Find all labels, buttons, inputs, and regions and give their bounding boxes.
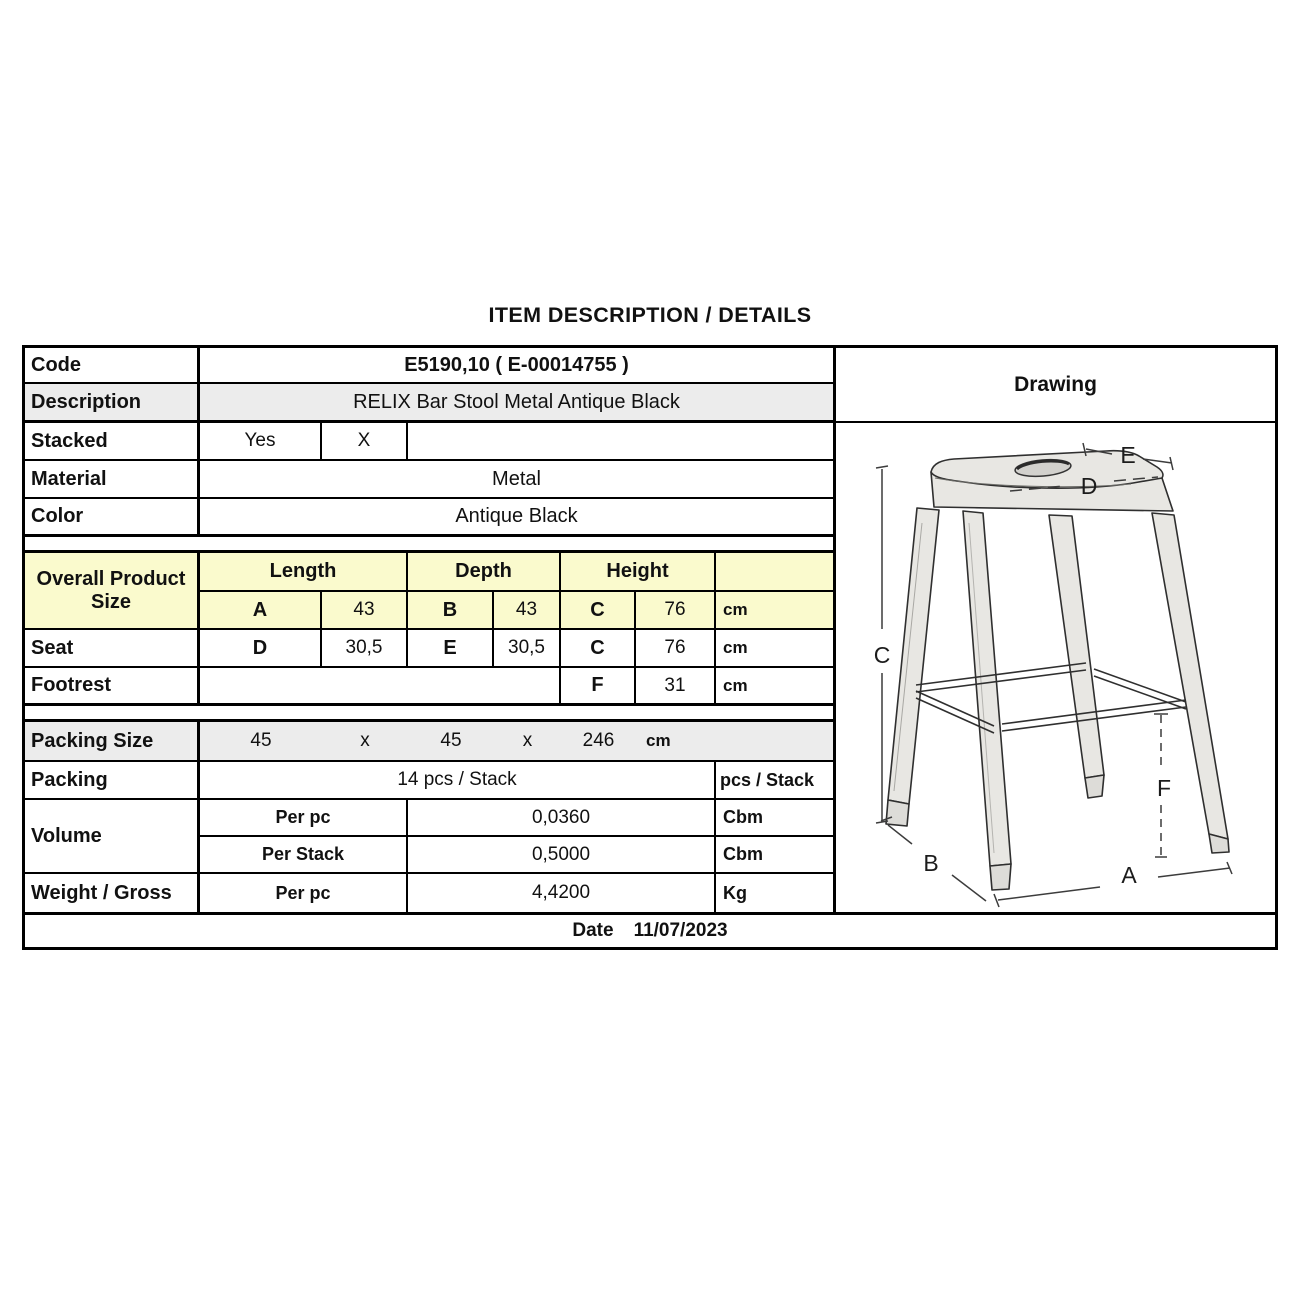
dim-c-key: C [561, 592, 636, 630]
stool-foot [990, 864, 1011, 890]
packing-size-unit: cm [646, 731, 671, 750]
stacked-mark: X [322, 423, 408, 461]
volume-per-pc-label: Per pc [200, 800, 408, 837]
volume-per-stack-label: Per Stack [200, 837, 408, 874]
stool-sketch [836, 423, 1275, 910]
packing-size-depth: 45 [440, 730, 462, 751]
packing-size-x1: x [360, 730, 370, 751]
overall-unit: cm [716, 592, 833, 630]
footrest-unit: cm [716, 668, 833, 706]
packing-value: 14 pcs / Stack [200, 762, 716, 800]
stool-footrest-braces [916, 663, 1186, 733]
volume-per-pc-value: 0,0360 [408, 800, 716, 837]
seat-e-value: 30,5 [494, 630, 561, 668]
footrest-empty-cell [200, 668, 561, 706]
stool-leg-front-left [963, 511, 1011, 866]
depth-header: Depth [408, 553, 561, 592]
seat-c-key: C [561, 630, 636, 668]
seat-d-key: D [200, 630, 322, 668]
height-header: Height [561, 553, 716, 592]
seat-c-value: 76 [636, 630, 716, 668]
stacked-option-yes: Yes [200, 423, 322, 461]
packing-size-label: Packing Size [25, 722, 200, 762]
volume-per-stack-unit: Cbm [716, 837, 833, 874]
stool-foot [886, 800, 909, 826]
packing-size-height: 246 [582, 730, 615, 751]
dim-b-value: 43 [494, 592, 561, 630]
stool-leg-back-right [1049, 515, 1104, 778]
weight-unit: Kg [716, 874, 833, 912]
code-label: Code [25, 348, 200, 384]
overall-size-label: Overall Product Size [25, 553, 200, 630]
dim-label-a: A [1121, 862, 1137, 888]
footrest-f-value: 31 [636, 668, 716, 706]
dim-label-c: C [873, 642, 891, 668]
seat-e-key: E [408, 630, 494, 668]
code-value: E5190,10 ( E-00014755 ) [200, 348, 833, 384]
seat-label: Seat [25, 630, 200, 668]
date-value: 11/07/2023 [633, 920, 728, 941]
description-label: Description [25, 384, 200, 423]
dim-c-value: 76 [636, 592, 716, 630]
volume-per-stack-value: 0,5000 [408, 837, 716, 874]
packing-size-value [200, 722, 833, 762]
spec-table [22, 345, 1278, 950]
stool-foot [1085, 775, 1104, 798]
description-value: RELIX Bar Stool Metal Antique Black [200, 384, 833, 423]
weight-value: 4,4200 [408, 874, 716, 912]
material-label: Material [25, 461, 200, 499]
packing-size-length: 45 [250, 730, 272, 751]
date-row [25, 912, 1275, 947]
stacked-empty-cell [408, 423, 833, 461]
dim-b-key: B [408, 592, 494, 630]
drawing-area [836, 423, 1275, 910]
material-value: Metal [200, 461, 833, 499]
volume-per-pc-unit: Cbm [716, 800, 833, 837]
dim-label-f: F [1156, 775, 1172, 801]
weight-per-pc-label: Per pc [200, 874, 408, 912]
packing-unit: pcs / Stack [716, 762, 833, 800]
weight-label: Weight / Gross [25, 874, 200, 912]
date-label: Date [572, 920, 614, 941]
packing-label: Packing [25, 762, 200, 800]
dim-label-b: B [923, 850, 939, 876]
details-grid [25, 348, 833, 912]
spacer-row [25, 537, 833, 553]
dim-label-d: D [1080, 473, 1098, 499]
seat-d-value: 30,5 [322, 630, 408, 668]
seat-unit: cm [716, 630, 833, 668]
volume-label: Volume [25, 800, 200, 874]
dim-label-e: E [1120, 442, 1136, 468]
stool-leg-back-left [888, 508, 939, 804]
dim-a-value: 43 [322, 592, 408, 630]
unit-header-cell [716, 553, 833, 592]
dim-a-key: A [200, 592, 322, 630]
color-value: Antique Black [200, 499, 833, 537]
spacer-row [25, 706, 833, 722]
stacked-label: Stacked [25, 423, 200, 461]
color-label: Color [25, 499, 200, 537]
drawing-header: Drawing [836, 348, 1275, 423]
page-title: ITEM DESCRIPTION / DETAILS [488, 303, 812, 327]
footrest-f-key: F [561, 668, 636, 706]
footrest-label: Footrest [25, 668, 200, 706]
packing-size-x2: x [522, 730, 533, 751]
length-header: Length [200, 553, 408, 592]
drawing-panel [833, 348, 1275, 912]
